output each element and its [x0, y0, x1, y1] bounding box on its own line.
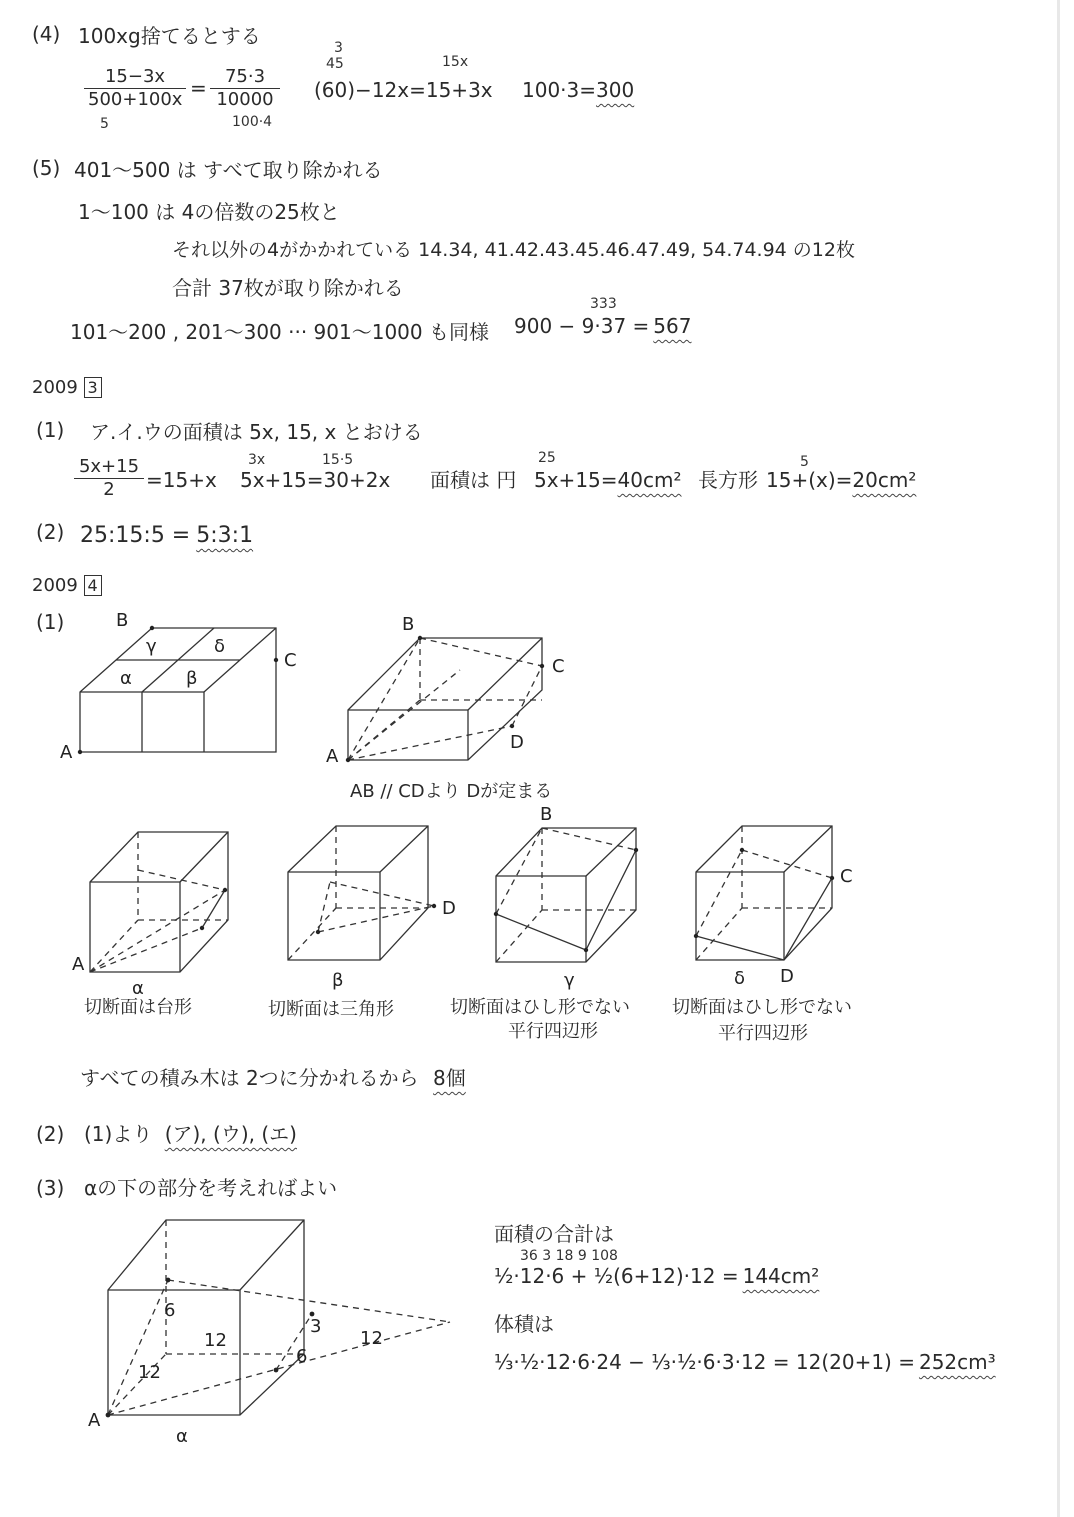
cube-delta-edge2	[784, 826, 832, 872]
q5-label: (5)	[32, 156, 61, 180]
y3-frac-numerator: 5x+15	[74, 456, 144, 479]
y3-p2-answer: 5:3:1	[196, 523, 254, 548]
y3-frac-denominator: 2	[103, 479, 115, 500]
y4-p2-label: (2)	[36, 1122, 65, 1146]
figure-four-blocks	[60, 610, 320, 780]
y4-summary-text: すべての積み木は 2つに分かれるから	[80, 1066, 419, 1090]
q4-frac2-sub: 100·4	[232, 114, 273, 130]
q4-eq-top2: 45	[326, 56, 344, 72]
y4-p3-label: (3)	[36, 1176, 65, 1200]
q4-eq-top: 3	[334, 40, 343, 56]
cut-AD	[348, 726, 512, 760]
y3-area-eq: 5x+15=	[534, 468, 618, 492]
dim-12: 12	[204, 1330, 227, 1351]
y3-fraction	[74, 456, 144, 501]
y3-frac-rest: =15+x	[146, 468, 217, 492]
caption-gamma: 切断面はひし形でない	[450, 997, 630, 1018]
label-C: C	[284, 650, 297, 671]
q5-answer: 567	[653, 314, 692, 338]
big-cube-edge2	[240, 1220, 304, 1290]
q4-fraction-2	[210, 66, 280, 111]
y3-area-answer: 40cm²	[617, 468, 682, 492]
dim-12c: 12	[360, 1328, 383, 1349]
q5-line5: 101〜200 , 201〜300 ··· 901〜1000 も同様	[70, 320, 489, 344]
cube-delta-dot3	[740, 848, 744, 852]
cube-delta-label-D: D	[780, 966, 794, 987]
cube-gamma-dot2	[634, 848, 638, 852]
cube-beta-dot1	[432, 904, 436, 908]
y3-p2-calc: 25:15:5 =	[80, 523, 191, 548]
cube-beta-cut1	[318, 906, 434, 932]
y3-p2-line	[80, 524, 253, 548]
cut-label-B: B	[402, 614, 415, 635]
area-line	[494, 1264, 819, 1288]
big-cube-label-A: A	[88, 1410, 101, 1431]
y3-rect-top: 5	[800, 454, 809, 470]
volume-calc: ⅓·½·12·6·24 − ⅓·½·6·3·12 = 12(20+1) =	[494, 1350, 915, 1374]
cut-DC	[512, 666, 542, 726]
scan-edge	[1057, 0, 1060, 1517]
area-title: 面積の合計は	[494, 1222, 614, 1246]
area-tops: 36 3 18 9 108	[520, 1248, 618, 1264]
cube-delta-cut4	[784, 878, 832, 960]
cut-BC	[420, 638, 542, 666]
cube-delta-label: δ	[734, 968, 746, 989]
section-cube-gamma	[478, 800, 678, 990]
cut-label-C: C	[552, 656, 565, 677]
label-B: B	[116, 610, 129, 631]
cube-delta-hidden3	[696, 908, 742, 960]
cube-delta-cut3	[696, 850, 742, 936]
volume-title: 体積は	[494, 1312, 554, 1336]
y3-equation: 5x+15=30+2x	[240, 468, 391, 492]
cut-point-B	[418, 636, 422, 640]
big-cube-dot4	[106, 1413, 111, 1418]
volume-answer: 252cm³	[918, 1350, 996, 1374]
cube-alpha-edge2	[180, 832, 228, 882]
y3-rect-answer: 20cm²	[852, 468, 917, 492]
section-cube-alpha	[70, 820, 260, 1000]
box-right-top	[468, 638, 542, 710]
volume-line	[494, 1350, 996, 1374]
heading-2009-3-year: 2009	[32, 377, 78, 398]
cut-label-A: A	[326, 746, 339, 767]
cube-gamma-cut4	[586, 850, 636, 950]
y3-p1-label: (1)	[36, 418, 65, 442]
big-cube-label-alpha: α	[176, 1426, 188, 1447]
area-calc: ½·12·6 + ½(6+12)·12 =	[494, 1264, 739, 1288]
q5-calc: 900 − 9·37 =	[514, 314, 650, 338]
cube-beta-edge2	[380, 826, 428, 872]
q4-frac1-sub: 5	[100, 116, 109, 132]
dim-3: 3	[310, 1316, 322, 1337]
heading-2009-4	[32, 574, 102, 598]
q4-intro: 100xg捨てるとする	[78, 24, 261, 48]
cube-alpha-dot1	[223, 888, 227, 892]
caption-beta: 切断面は三角形	[268, 999, 394, 1020]
cube-beta-hidden3	[288, 908, 336, 960]
y4-p1-label: (1)	[36, 610, 65, 634]
heading-2009-4-year: 2009	[32, 575, 78, 596]
y3-area-line	[534, 468, 681, 492]
area-answer: 144cm²	[742, 1264, 820, 1288]
label-delta: δ	[214, 636, 226, 657]
cut-label-D: D	[510, 732, 524, 753]
y4-note: AB // CDより Dが定まる	[350, 781, 553, 802]
q5-line1: 401〜500 は すべて取り除かれる	[74, 158, 383, 182]
q4-answer: 300	[596, 78, 635, 102]
cut-point-D	[510, 724, 514, 728]
label-beta: β	[186, 668, 198, 689]
cut-point-A	[346, 758, 350, 762]
y4-p2-text: (1)より	[84, 1122, 153, 1146]
caption-alpha: 切断面は台形	[84, 997, 192, 1018]
q4-equation: (60)−12x=15+3x	[314, 78, 493, 102]
cube-delta-cut2	[696, 936, 784, 960]
y4-p2-answer: (ア), (ウ), (エ)	[164, 1122, 297, 1146]
cube-alpha-cut2	[138, 870, 225, 890]
q4-frac2-denominator: 10000	[216, 89, 274, 110]
cube-beta-cut3	[318, 882, 330, 932]
y3-area-top: 25	[538, 450, 556, 466]
big-cube-cut2	[168, 1280, 450, 1322]
caption-gamma-2: 平行四辺形	[508, 1021, 598, 1042]
y4-summary-answer: 8個	[433, 1066, 466, 1090]
cube-alpha-dot2	[200, 926, 204, 930]
blocks-outline	[80, 628, 276, 752]
y4-p3-text: αの下の部分を考えればよい	[84, 1176, 338, 1200]
q5-line4: 合計 37枚が取り除かれる	[172, 276, 404, 300]
y4-summary	[80, 1066, 466, 1090]
dim-6: 6	[164, 1300, 176, 1321]
cube-alpha-label-A: A	[72, 954, 85, 975]
caption-delta-2: 平行四辺形	[718, 1023, 808, 1044]
q4-fraction-1	[84, 66, 186, 111]
cube-gamma-edge2	[586, 828, 636, 876]
cut-point-C	[540, 664, 544, 668]
big-cube-outline	[108, 1220, 304, 1415]
cube-beta-dot2	[316, 930, 320, 934]
q4-label: (4)	[32, 22, 61, 46]
cube-gamma-cut3	[496, 828, 542, 914]
y4-p2-line	[84, 1122, 297, 1146]
point-A	[78, 750, 82, 754]
q4-frac1-numerator: 15−3x	[84, 66, 186, 89]
q4-eq-mid: 15x	[442, 54, 469, 70]
section-cube-delta	[680, 820, 880, 990]
heading-2009-4-number: 4	[84, 575, 102, 596]
cube-beta-cut2	[330, 882, 434, 906]
dim-12b: 12	[138, 1362, 161, 1383]
y3-p2-label: (2)	[36, 520, 65, 544]
q4-frac2-numerator: 75·3	[210, 66, 280, 89]
cube-gamma-hidden3	[496, 910, 542, 962]
y3-area-text: 面積は 円	[430, 468, 517, 492]
cube-gamma-cut2	[496, 914, 586, 950]
cube-delta-label-C: C	[840, 866, 853, 887]
point-C	[274, 658, 278, 662]
big-cube-dot3	[274, 1368, 279, 1373]
y3-rect-eq: 15+(x)=	[766, 468, 853, 492]
cube-gamma-label-B: B	[540, 804, 553, 825]
big-cube-cut1	[108, 1280, 168, 1415]
heading-2009-3	[32, 376, 102, 400]
label-A: A	[60, 742, 73, 763]
y3-p1-text: ア.イ.ウの面積は 5x, 15, x とおける	[90, 420, 423, 444]
cube-gamma-label: γ	[564, 970, 575, 991]
point-B	[150, 626, 154, 630]
q4-frac1-denominator: 500+100x	[88, 89, 183, 110]
cube-delta-dot1	[830, 876, 834, 880]
label-gamma: γ	[146, 636, 157, 657]
cube-delta-dot2	[694, 934, 698, 938]
big-cube-dot1	[166, 1278, 171, 1283]
cube-alpha-cut1	[90, 890, 225, 972]
y3-rect-line	[766, 468, 916, 492]
dim-6b: 6	[296, 1346, 308, 1367]
y3-eq-top2: 15·5	[322, 452, 354, 468]
y3-eq-top: 3x	[248, 452, 266, 468]
q4-equals: =	[190, 76, 207, 100]
cube-gamma-dot1	[494, 912, 498, 916]
cube-alpha-cut4	[202, 890, 225, 928]
y3-rect-text: 長方形	[698, 468, 758, 492]
label-alpha: α	[120, 668, 132, 689]
q5-calc-top: 333	[590, 296, 617, 312]
cut-inner	[348, 670, 460, 760]
q5-line3: それ以外の4がかかれている 14.34, 41.42.43.45.46.47.49, 54.74.94 の12枚	[172, 239, 855, 261]
heading-2009-3-number: 3	[84, 377, 102, 398]
figure-volume-cube	[80, 1210, 480, 1450]
caption-delta: 切断面はひし形でない	[672, 997, 852, 1018]
cube-alpha-label: α	[132, 978, 144, 999]
cube-delta-cut1	[742, 850, 832, 878]
q5-answer-line	[514, 314, 691, 338]
figure-cut-plane	[320, 610, 580, 780]
cube-beta-label: β	[332, 970, 344, 991]
cube-beta-label-D: D	[442, 898, 456, 919]
q4-answer-line	[522, 78, 634, 102]
q4-answer-calc: 100·3=	[522, 78, 597, 102]
cube-gamma-cut1	[542, 828, 636, 850]
q5-line2: 1〜100 は 4の倍数の25枚と	[78, 200, 340, 224]
section-cube-beta	[270, 820, 460, 1000]
cube-alpha-hidden3	[90, 920, 138, 972]
cube-gamma-dot3	[584, 948, 588, 952]
cube-alpha-cut3	[90, 928, 202, 972]
